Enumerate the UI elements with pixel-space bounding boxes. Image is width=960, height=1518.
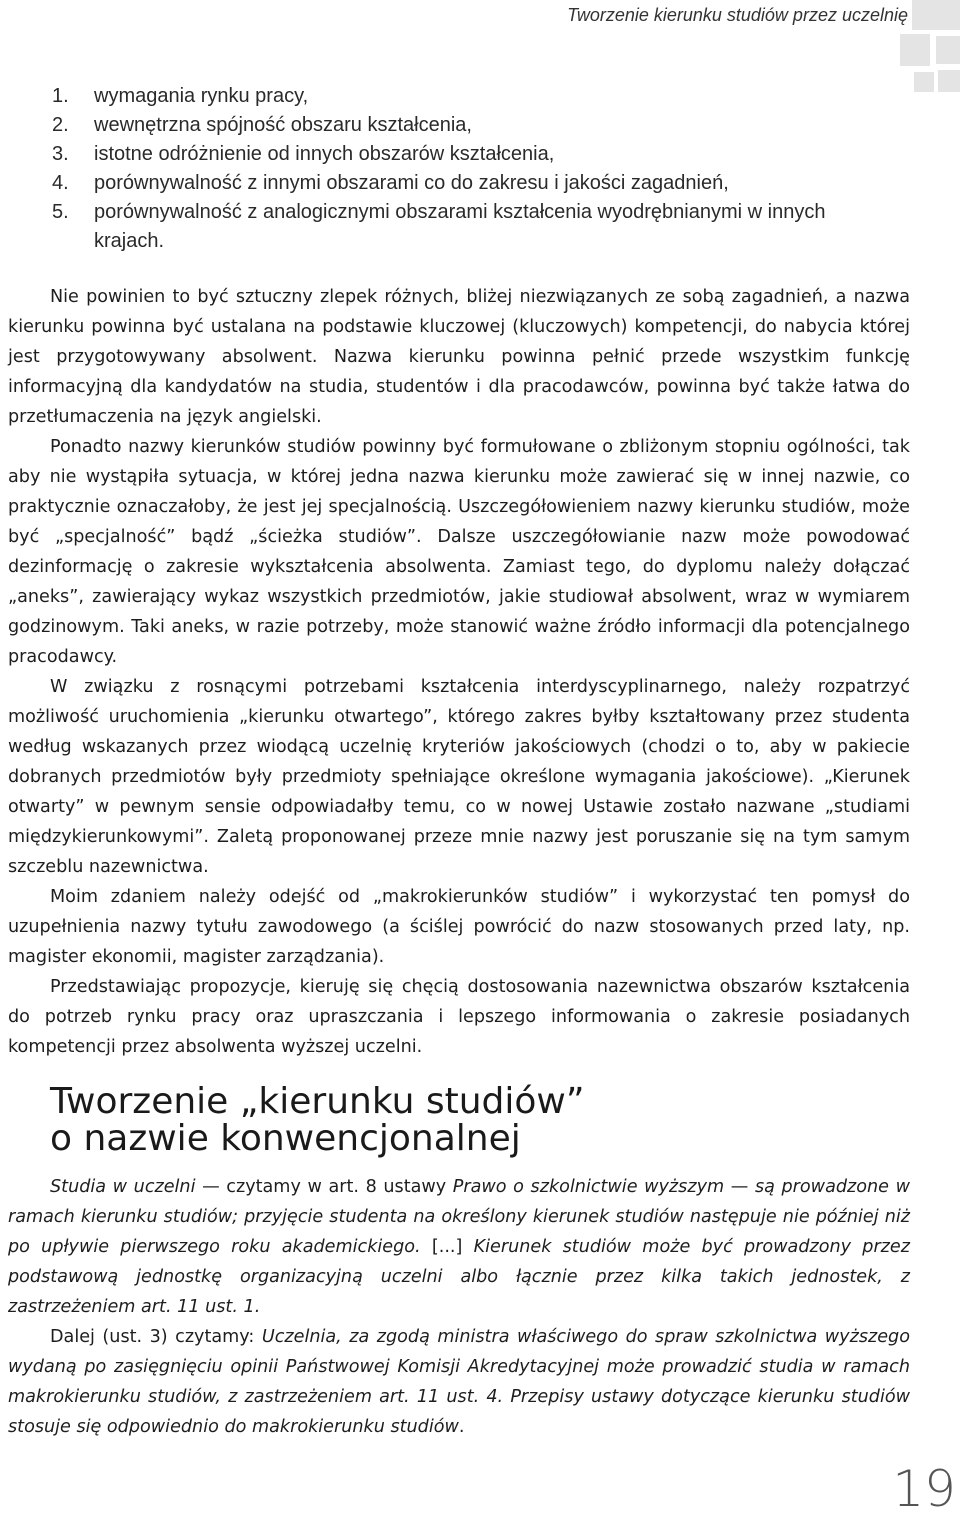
corner-decoration-block bbox=[938, 70, 960, 92]
section-heading bbox=[50, 1083, 870, 1157]
corner-decoration-block bbox=[914, 72, 934, 92]
corner-decoration-block bbox=[900, 34, 930, 66]
list-item: 1. wymagania rynku pracy, bbox=[52, 85, 309, 107]
section-heading-line: o nazwie konwencjonalnej bbox=[50, 1118, 521, 1159]
paragraph: Przedstawiając propozycje, kieruję się chęcią dostosowania nazewnictwa obszarów kształcenia do potrzeb rynku pracy oraz upraszczania i lepszego informowania o zakresie posiadanych kompetencji przez absolwenta wyższej uczelni. bbox=[8, 977, 910, 1057]
paragraph: W związku z rosnącymi potrzebami kształcenia interdyscyplinarnego, należy rozpatrzyć możliwość uruchomienia „kierunku otwartego”, którego zakres byłby kształtowany przez studenta według wskazanych przez wiodącą uczelnię kryteriów jakościowych (chodzi o to, aby w pakiecie dobranych przedmiotów były przedmioty spełniające określone wymagania jakościowe). „Kierunek otwarty” w pewnym sensie odpowiadałby temu, co w nowej Ustawie zostało nazwane „studiami międzykierunkowymi”. Zaletą proponowanej przeze mnie nazwy jest poruszanie się na tym samym szczeblu nazewnictwa. bbox=[8, 677, 910, 877]
quoted-text bbox=[8, 1172, 910, 1442]
section-heading-line: Tworzenie „kierunku studiów” bbox=[50, 1081, 585, 1122]
paragraph: Studia w uczelni — czytamy w art. 8 ustawy Prawo o szkolnictwie wyższym — są prowadzone w ramach kierunku studiów; przyjęcie studenta na określony kierunek studiów następuje nie później niż po upływie pierwszego roku akademickiego. [...] Kierunek studiów może być prowadzony przez podstawową jednostkę organizacyjną uczelni albo łącznie przez kilka takich jednostek, z zastrzeżeniem art. 11 ust. 1. bbox=[8, 1177, 910, 1317]
corner-decoration-block bbox=[936, 36, 960, 64]
paragraph: Dalej (ust. 3) czytamy: Uczelnia, za zgodą ministra właściwego do spraw szkolnictwa wyższego wydaną po zasięgnięciu opinii Państwowej Komisji Akredytacyjnej może prowadzić studia w ramach makrokierunku studiów, z zastrzeżeniem art. 11 ust. 4. Przepisy ustawy dotyczące kierunku studiów stosuje się odpowiednio do makrokierunku studiów. bbox=[8, 1327, 910, 1437]
list-item: 5. porównywalność z analogicznymi obszarami kształcenia wyodrębnianymi w innych krajach. bbox=[52, 201, 826, 252]
paragraph: Ponadto nazwy kierunków studiów powinny być formułowane o zbliżonym stopniu ogólności, tak aby nie wystąpiła sytuacja, w której jedna nazwa kierunku może zawierać się w innej nazwie, co praktycznie oznaczałoby, że jest jej specjalnością. Uszczegółowieniem nazwy kierunku studiów, może być „specjalność” bądź „ścieżka studiów”. Dalsze uszczegółowianie nazw może powodować dezinformację o zakresie wykształcenia absolwenta. Zamiast tego, do dyplomu należy dołączać „aneks”, zawierający wykaz wszystkich przedmiotów, jakie studiował absolwent, wraz w wymiarem godzinowym. Taki aneks, w razie potrzeby, może stanowić ważne źródło informacji dla potencjalnego pracodawcy. bbox=[8, 437, 910, 667]
page-number: 19 bbox=[892, 1460, 956, 1518]
criteria-list bbox=[52, 82, 882, 256]
list-item: 4. porównywalność z innymi obszarami co do zakresu i jakości zagadnień, bbox=[52, 172, 729, 194]
running-header: Tworzenie kierunku studiów przez uczelnię bbox=[567, 5, 908, 25]
corner-decoration-block bbox=[912, 0, 960, 30]
paragraph: Nie powinien to być sztuczny zlepek różnych, bliżej niezwiązanych ze sobą zagadnień, a nazwa kierunku powinna być ustalana na podstawie kluczowej (kluczowych) kompetencji, do nabycia której jest przygotowywany absolwent. Nazwa kierunku powinna pełnić przede wszystkim funkcję informacyjną dla kandydatów na studia, studentów i dla pracodawców, powinna być także łatwa do przetłumaczenia na język angielski. bbox=[8, 287, 910, 427]
body-text bbox=[8, 282, 910, 1062]
paragraph: Moim zdaniem należy odejść od „makrokierunków studiów” i wykorzystać ten pomysł do uzupełnienia nazwy tytułu zawodowego (a ściślej powrócić do nazw stosowanych przed laty, np. magister ekonomii, magister zarządzania). bbox=[8, 887, 910, 967]
list-item: 3. istotne odróżnienie od innych obszarów kształcenia, bbox=[52, 143, 555, 165]
list-item: 2. wewnętrzna spójność obszaru kształcenia, bbox=[52, 114, 472, 136]
